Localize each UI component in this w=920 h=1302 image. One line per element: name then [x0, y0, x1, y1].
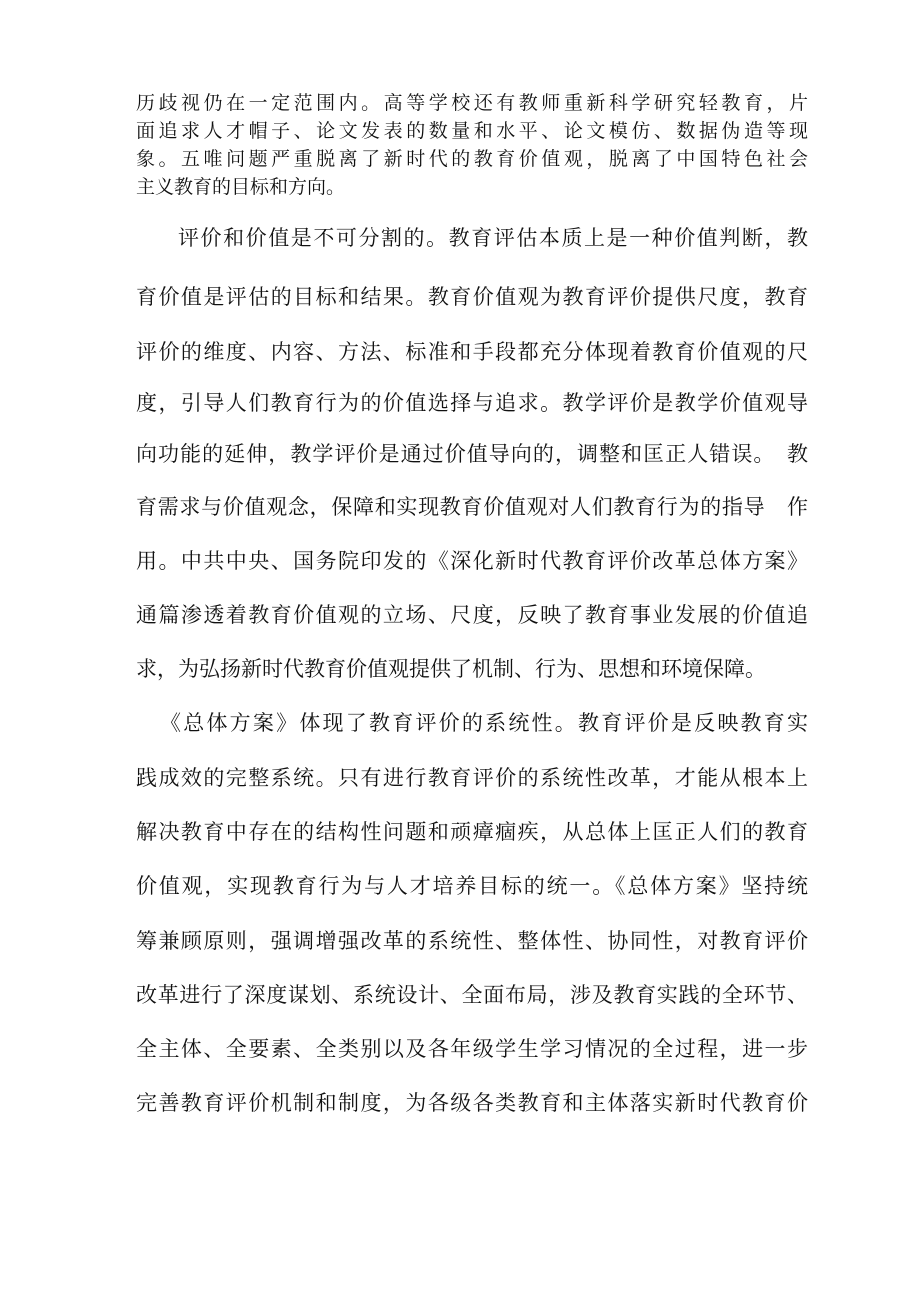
text-line: 评价的维度、内容、方法、标准和手段都充分体现着教育价值观的尺 [136, 340, 808, 364]
text-line: 完善教育评价机制和制度，为各级各类教育和主体落实新时代教育价 [136, 1091, 808, 1115]
text-line: 度，引导人们教育行为的价值选择与追求。教学评价是教学价值观导 [136, 391, 808, 415]
text-line: 育价值是评估的目标和结果。教育价值观为教育评价提供尺度，教育 [136, 285, 808, 309]
text-line: 《总体方案》体现了教育评价的系统性。教育评价是反映教育实 [160, 711, 808, 735]
text-line: 用。中共中央、国务院印发的《深化新时代教育评价改革总体方案》 [136, 549, 808, 573]
text-line: 求，为弘扬新时代教育价值观提供了机制、行为、思想和环境保障。 [136, 657, 766, 681]
text-line: 育需求与价值观念，保障和实现教育价值观对人们教育行为的指导 作 [136, 495, 808, 519]
text-line: 历歧视仍在一定范围内。高等学校还有教师重新科学研究轻教育，片 [136, 92, 808, 114]
text-line: 践成效的完整系统。只有进行教育评价的系统性改革，才能从根本上 [136, 766, 808, 790]
text-line: 解决教育中存在的结构性问题和顽瘴痼疾，从总体上匡正人们的教育 [136, 820, 808, 844]
text-line: 面追求人才帽子、论文发表的数量和水平、论文模仿、数据伪造等现 [136, 120, 808, 142]
text-line: 象。五唯问题严重脱离了新时代的教育价值观，脱离了中国特色社会 [136, 148, 808, 170]
text-line: 通篇渗透着教育价值观的立场、尺度，反映了教育事业发展的价值追 [136, 603, 808, 627]
text-line: 评价和价值是不可分割的。教育评估本质上是一种价值判断，教 [178, 226, 808, 250]
text-line: 主义教育的目标和方向。 [136, 176, 346, 198]
text-line: 改革进行了深度谋划、系统设计、全面布局，涉及教育实践的全环节、 [136, 983, 808, 1007]
text-line: 向功能的延伸，教学评价是通过价值导向的，调整和匡正人错误。 教 [136, 442, 808, 466]
text-line: 全主体、全要素、全类别以及各年级学生学习情况的全过程，进一步 [136, 1037, 808, 1061]
text-line: 筹兼顾原则，强调增强改革的系统性、整体性、协同性，对教育评价 [136, 929, 808, 953]
text-line: 价值观，实现教育行为与人才培养目标的统一。《总体方案》坚持统 [136, 874, 808, 898]
